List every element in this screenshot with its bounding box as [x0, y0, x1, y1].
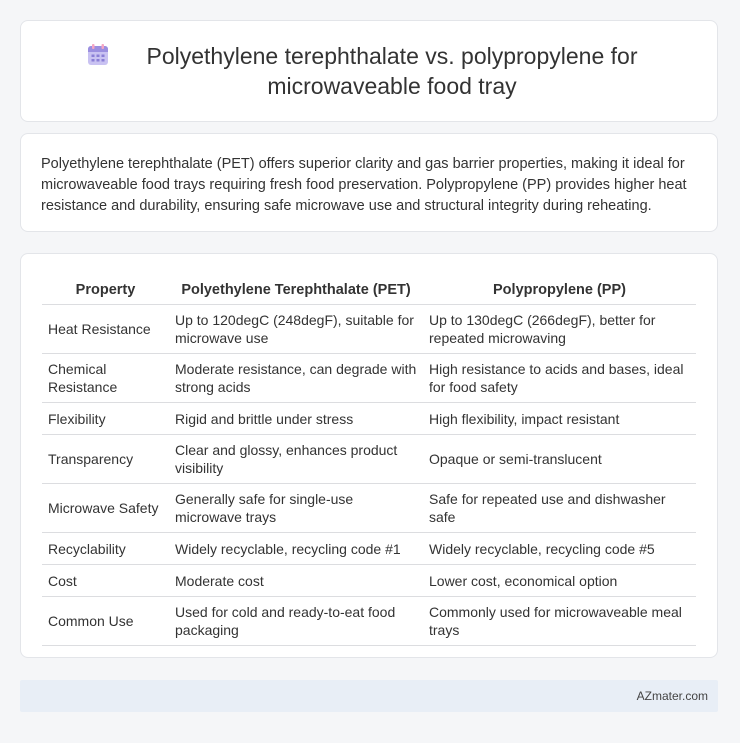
cell-pet: Moderate resistance, can degrade with strong acids — [169, 354, 423, 403]
table-row — [42, 484, 696, 533]
header-pet: Polyethylene Terephthalate (PET) — [169, 272, 423, 305]
cell-pet: Up to 120degC (248degF), suitable for microwave use — [169, 305, 423, 354]
comparison-table — [42, 272, 696, 646]
comparison-table-card — [20, 253, 718, 658]
cell-pet: Rigid and brittle under stress — [169, 403, 423, 435]
cell-pet: Generally safe for single-use microwave trays — [169, 484, 423, 533]
table-row — [42, 435, 696, 484]
cell-property: Flexibility — [42, 403, 169, 435]
title-card — [20, 20, 718, 122]
calendar-icon — [86, 43, 110, 67]
cell-property: Chemical Resistance — [42, 354, 169, 403]
cell-pet: Moderate cost — [169, 565, 423, 597]
footer-bar — [20, 680, 718, 712]
cell-pp: Widely recyclable, recycling code #5 — [423, 533, 696, 565]
table-header-row — [42, 272, 696, 305]
cell-pp: Lower cost, economical option — [423, 565, 696, 597]
cell-property: Common Use — [42, 597, 169, 646]
cell-property: Recyclability — [42, 533, 169, 565]
cell-pp: Opaque or semi-translucent — [423, 435, 696, 484]
summary-card — [20, 133, 718, 232]
cell-property: Microwave Safety — [42, 484, 169, 533]
cell-property: Cost — [42, 565, 169, 597]
footer-brand[interactable]: AZmater.com — [636, 689, 708, 703]
cell-pp: High flexibility, impact resistant — [423, 403, 696, 435]
header-property: Property — [42, 272, 169, 305]
cell-pp: Safe for repeated use and dishwasher safe — [423, 484, 696, 533]
cell-pet: Clear and glossy, enhances product visibility — [169, 435, 423, 484]
cell-pet: Used for cold and ready-to-eat food packaging — [169, 597, 423, 646]
table-row — [42, 403, 696, 435]
cell-pet: Widely recyclable, recycling code #1 — [169, 533, 423, 565]
header-pp: Polypropylene (PP) — [423, 272, 696, 305]
table-row — [42, 354, 696, 403]
table-row — [42, 533, 696, 565]
cell-pp: Commonly used for microwaveable meal trays — [423, 597, 696, 646]
cell-property: Transparency — [42, 435, 169, 484]
summary-text: Polyethylene terephthalate (PET) offers superior clarity and gas barrier properties, making it ideal for microwaveable food trays requiring fresh food preservation. Polypropylene (PP) provides higher heat resistance and durability, ensuring safe microwave use and structural integrity during reheating. — [41, 156, 687, 214]
table-row — [42, 597, 696, 646]
cell-pp: High resistance to acids and bases, ideal for food safety — [423, 354, 696, 403]
page-title: Polyethylene terephthalate vs. polypropylene for microwaveable food tray — [146, 43, 638, 99]
table-row — [42, 565, 696, 597]
cell-pp: Up to 130degC (266degF), better for repeated microwaving — [423, 305, 696, 354]
table-row — [42, 305, 696, 354]
title-wrap — [86, 41, 652, 101]
cell-property: Heat Resistance — [42, 305, 169, 354]
